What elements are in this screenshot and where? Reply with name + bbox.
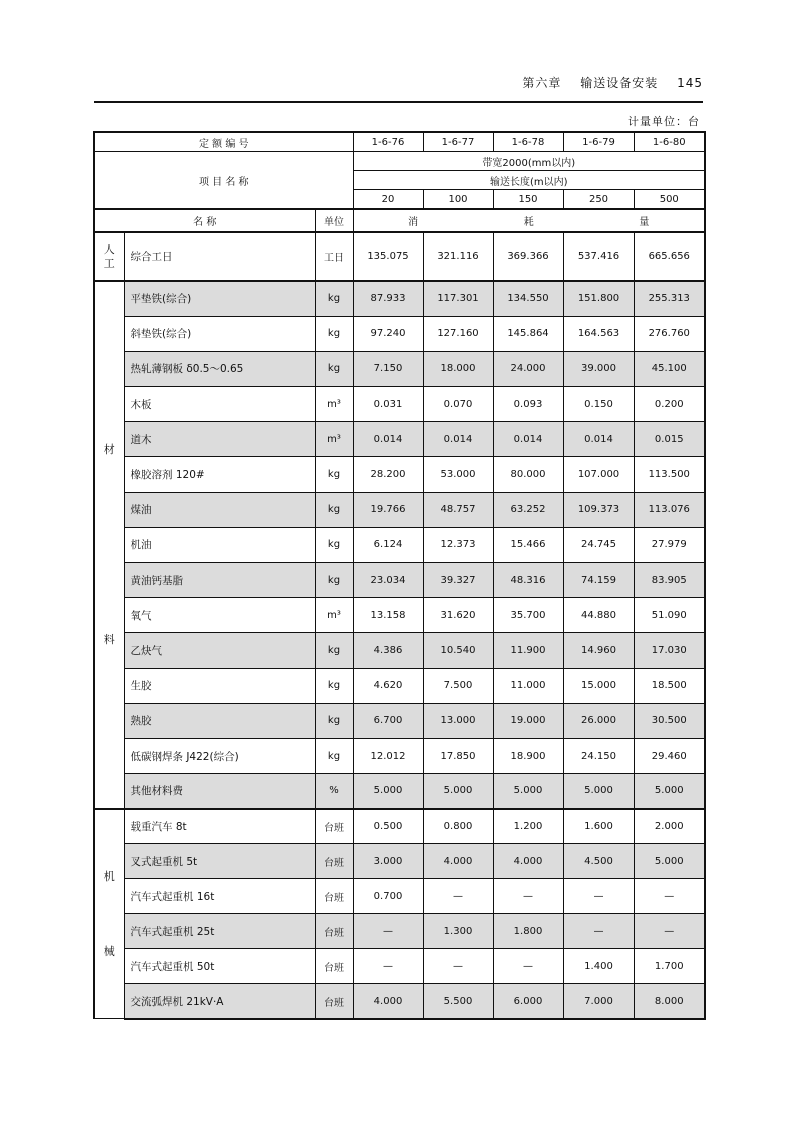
item-name: 熟胶: [124, 703, 315, 738]
table-row: [94, 527, 705, 562]
length-cell: 100: [423, 190, 493, 210]
value-cell: 369.366: [493, 232, 563, 281]
value-cell: 29.460: [634, 738, 705, 773]
item-name: 黄油钙基脂: [124, 563, 315, 598]
value-cell: 10.540: [423, 633, 493, 668]
value-cell: 23.034: [353, 563, 423, 598]
table-row: [94, 457, 705, 492]
value-cell: 1.800: [493, 914, 563, 949]
value-cell: 7.150: [353, 351, 423, 386]
value-cell: 35.700: [493, 598, 563, 633]
value-cell: 27.979: [634, 527, 705, 562]
quota-table: [93, 131, 706, 1020]
value-cell: 18.900: [493, 738, 563, 773]
name-col-header: 名 称: [94, 209, 315, 232]
item-unit: 台班: [315, 949, 353, 984]
item-unit: 工日: [315, 232, 353, 281]
value-cell: —: [493, 949, 563, 984]
page-header: [94, 74, 703, 98]
value-cell: 5.000: [634, 844, 705, 879]
value-cell: 17.850: [423, 738, 493, 773]
table-row: [94, 703, 705, 738]
category-label: 材: [103, 443, 115, 457]
item-name: 斜垫铁(综合): [124, 316, 315, 351]
table-row: [94, 281, 705, 316]
consumption-header: [353, 209, 705, 232]
value-cell: 48.757: [423, 492, 493, 527]
value-cell: 151.800: [563, 281, 634, 316]
table-row: [94, 738, 705, 773]
code-cell: 1-6-79: [563, 132, 634, 152]
value-cell: 87.933: [353, 281, 423, 316]
value-cell: 74.159: [563, 563, 634, 598]
value-cell: 18.000: [423, 351, 493, 386]
value-cell: —: [634, 914, 705, 949]
value-cell: 12.373: [423, 527, 493, 562]
consumption-char: 消: [408, 217, 419, 228]
value-cell: —: [353, 914, 423, 949]
table-row: [94, 563, 705, 598]
value-cell: 1.600: [563, 809, 634, 844]
value-cell: 11.900: [493, 633, 563, 668]
chapter-label: 第六章: [522, 76, 562, 90]
value-cell: 8.000: [634, 984, 705, 1019]
value-cell: 127.160: [423, 316, 493, 351]
table-row: [94, 492, 705, 527]
item-name: 热轧薄钢板 δ0.5～0.65: [124, 351, 315, 386]
value-cell: 109.373: [563, 492, 634, 527]
value-cell: 0.015: [634, 422, 705, 457]
item-name-label: 项 目 名 称: [94, 152, 353, 210]
labor-section: [94, 232, 705, 281]
item-name: 低碳钢焊条 J422(综合): [124, 738, 315, 773]
consumption-char: 耗: [523, 217, 534, 228]
item-unit: %: [315, 774, 353, 809]
value-cell: —: [423, 879, 493, 914]
item-name: 汽车式起重机 50t: [124, 949, 315, 984]
item-unit: kg: [315, 281, 353, 316]
width-label: 带宽2000(mm以内): [353, 152, 705, 171]
value-cell: 14.960: [563, 633, 634, 668]
length-cell: 500: [634, 190, 705, 210]
table-row: [94, 351, 705, 386]
value-cell: 15.000: [563, 668, 634, 703]
length-label: 输送长度(m以内): [353, 171, 705, 190]
table-row: [94, 914, 705, 949]
value-cell: 39.000: [563, 351, 634, 386]
table-row: [94, 774, 705, 809]
value-cell: 51.090: [634, 598, 705, 633]
item-name: 乙炔气: [124, 633, 315, 668]
item-unit: m³: [315, 422, 353, 457]
value-cell: 4.386: [353, 633, 423, 668]
consumption-char: 量: [639, 217, 650, 228]
value-cell: 0.500: [353, 809, 423, 844]
value-cell: 5.000: [493, 774, 563, 809]
item-name: 汽车式起重机 25t: [124, 914, 315, 949]
value-cell: 4.620: [353, 668, 423, 703]
item-unit: 台班: [315, 879, 353, 914]
code-cell: 1-6-76: [353, 132, 423, 152]
value-cell: 6.700: [353, 703, 423, 738]
value-cell: 1.300: [423, 914, 493, 949]
value-cell: 164.563: [563, 316, 634, 351]
item-name: 道木: [124, 422, 315, 457]
value-cell: 13.158: [353, 598, 423, 633]
category-label: 人工: [103, 242, 115, 270]
item-name: 其他材料费: [124, 774, 315, 809]
item-unit: kg: [315, 492, 353, 527]
item-unit: kg: [315, 703, 353, 738]
value-cell: 134.550: [493, 281, 563, 316]
item-name: 木板: [124, 387, 315, 422]
value-cell: 0.093: [493, 387, 563, 422]
table-row: [94, 316, 705, 351]
value-cell: 31.620: [423, 598, 493, 633]
value-cell: 7.000: [563, 984, 634, 1019]
unit-note: 计量单位：台: [628, 115, 700, 128]
value-cell: —: [423, 949, 493, 984]
item-unit: kg: [315, 351, 353, 386]
value-cell: 80.000: [493, 457, 563, 492]
value-cell: 83.905: [634, 563, 705, 598]
table-row: [94, 844, 705, 879]
value-cell: 0.014: [353, 422, 423, 457]
value-cell: —: [353, 949, 423, 984]
item-unit: m³: [315, 387, 353, 422]
value-cell: 1.700: [634, 949, 705, 984]
table-row: [94, 668, 705, 703]
value-cell: 63.252: [493, 492, 563, 527]
value-cell: 48.316: [493, 563, 563, 598]
item-name: 综合工日: [124, 232, 315, 281]
value-cell: 0.150: [563, 387, 634, 422]
value-cell: 5.000: [563, 774, 634, 809]
item-unit: kg: [315, 316, 353, 351]
value-cell: 7.500: [423, 668, 493, 703]
item-unit: 台班: [315, 844, 353, 879]
table-row: [94, 809, 705, 844]
quota-code-label: 定 额 编 号: [94, 132, 353, 152]
item-name: 叉式起重机 5t: [124, 844, 315, 879]
value-cell: 28.200: [353, 457, 423, 492]
length-cell: 250: [563, 190, 634, 210]
value-cell: 18.500: [634, 668, 705, 703]
code-cell: 1-6-80: [634, 132, 705, 152]
value-cell: 113.500: [634, 457, 705, 492]
value-cell: 107.000: [563, 457, 634, 492]
value-cell: 97.240: [353, 316, 423, 351]
item-name: 氧气: [124, 598, 315, 633]
value-cell: 0.070: [423, 387, 493, 422]
item-name: 汽车式起重机 16t: [124, 879, 315, 914]
value-cell: —: [634, 879, 705, 914]
value-cell: 11.000: [493, 668, 563, 703]
value-cell: 665.656: [634, 232, 705, 281]
value-cell: 0.014: [563, 422, 634, 457]
value-cell: 0.700: [353, 879, 423, 914]
table-row: [94, 949, 705, 984]
value-cell: 276.760: [634, 316, 705, 351]
item-name: 交流弧焊机 21kV·A: [124, 984, 315, 1019]
item-unit: kg: [315, 668, 353, 703]
value-cell: 5.500: [423, 984, 493, 1019]
value-cell: 5.000: [353, 774, 423, 809]
table-row: [94, 387, 705, 422]
item-unit: kg: [315, 457, 353, 492]
page-number: 145: [677, 76, 703, 90]
item-unit: 台班: [315, 809, 353, 844]
value-cell: 113.076: [634, 492, 705, 527]
value-cell: 19.766: [353, 492, 423, 527]
item-unit: 台班: [315, 984, 353, 1019]
value-cell: 44.880: [563, 598, 634, 633]
value-cell: 45.100: [634, 351, 705, 386]
table-row: [94, 232, 705, 281]
value-cell: 3.000: [353, 844, 423, 879]
item-name: 橡胶溶剂 120#: [124, 457, 315, 492]
table-row: [94, 879, 705, 914]
value-cell: 0.200: [634, 387, 705, 422]
value-cell: 30.500: [634, 703, 705, 738]
section-title: 输送设备安装: [580, 76, 659, 90]
value-cell: 5.000: [634, 774, 705, 809]
value-cell: —: [563, 879, 634, 914]
value-cell: 15.466: [493, 527, 563, 562]
value-cell: 6.000: [493, 984, 563, 1019]
value-cell: 0.014: [493, 422, 563, 457]
code-cell: 1-6-78: [493, 132, 563, 152]
value-cell: 26.000: [563, 703, 634, 738]
table-row: [94, 598, 705, 633]
value-cell: 321.116: [423, 232, 493, 281]
value-cell: —: [563, 914, 634, 949]
value-cell: 4.500: [563, 844, 634, 879]
header-rule: [94, 101, 703, 103]
value-cell: 53.000: [423, 457, 493, 492]
value-cell: 39.327: [423, 563, 493, 598]
machinery-section: [94, 809, 705, 1019]
value-cell: 13.000: [423, 703, 493, 738]
category-label: 械: [103, 945, 115, 959]
item-name: 机油: [124, 527, 315, 562]
value-cell: 0.031: [353, 387, 423, 422]
table-row: [94, 422, 705, 457]
unit-col-header: 单位: [315, 209, 353, 232]
item-unit: kg: [315, 527, 353, 562]
item-name: 载重汽车 8t: [124, 809, 315, 844]
value-cell: 4.000: [353, 984, 423, 1019]
value-cell: —: [493, 879, 563, 914]
category-label: 机: [103, 869, 115, 883]
item-name: 平垫铁(综合): [124, 281, 315, 316]
table-row: [94, 633, 705, 668]
header-text: [508, 74, 703, 91]
item-name: 生胶: [124, 668, 315, 703]
value-cell: 0.800: [423, 809, 493, 844]
value-cell: 12.012: [353, 738, 423, 773]
item-unit: kg: [315, 563, 353, 598]
value-cell: 19.000: [493, 703, 563, 738]
value-cell: 135.075: [353, 232, 423, 281]
value-cell: 5.000: [423, 774, 493, 809]
value-cell: 24.745: [563, 527, 634, 562]
value-cell: 2.000: [634, 809, 705, 844]
value-cell: 255.313: [634, 281, 705, 316]
value-cell: 4.000: [423, 844, 493, 879]
item-name: 煤油: [124, 492, 315, 527]
code-cell: 1-6-77: [423, 132, 493, 152]
value-cell: 145.864: [493, 316, 563, 351]
item-unit: kg: [315, 633, 353, 668]
value-cell: 17.030: [634, 633, 705, 668]
length-cell: 150: [493, 190, 563, 210]
category-cell: [94, 809, 124, 1019]
category-label: 料: [103, 633, 115, 647]
value-cell: 4.000: [493, 844, 563, 879]
item-unit: kg: [315, 738, 353, 773]
value-cell: 24.000: [493, 351, 563, 386]
item-unit: m³: [315, 598, 353, 633]
category-cell: [94, 281, 124, 809]
materials-section: [94, 281, 705, 809]
value-cell: 6.124: [353, 527, 423, 562]
category-cell: [94, 232, 124, 281]
value-cell: 24.150: [563, 738, 634, 773]
value-cell: 1.200: [493, 809, 563, 844]
table-row: [94, 984, 705, 1019]
value-cell: 0.014: [423, 422, 493, 457]
value-cell: 117.301: [423, 281, 493, 316]
item-unit: 台班: [315, 914, 353, 949]
value-cell: 537.416: [563, 232, 634, 281]
value-cell: 1.400: [563, 949, 634, 984]
length-cell: 20: [353, 190, 423, 210]
